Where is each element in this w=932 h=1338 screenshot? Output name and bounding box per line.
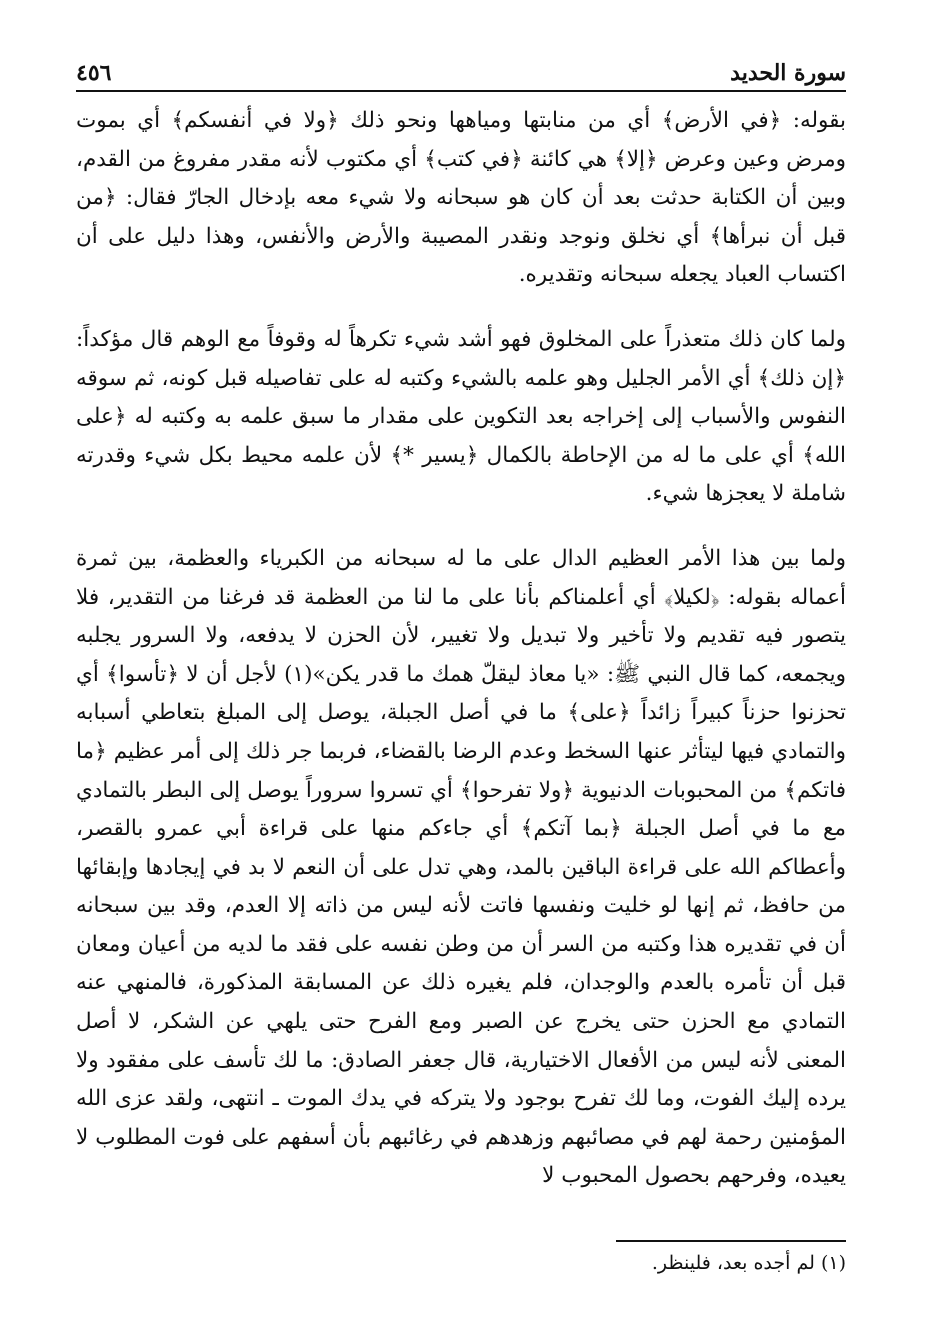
- footnote: (١) لم أجده بعد، فلينظر.: [651, 1252, 846, 1274]
- footnote-divider: [616, 1240, 846, 1242]
- surah-title: سورة الحديد: [730, 60, 846, 86]
- paragraph-3: ولما بين هذا الأمر العظيم الدال على ما له سبحانه من الكبرياء والعظمة، بين ثمرة أعماله بقوله: ﴿لكيلا﴾ أي أعلمناكم بأنا على ما لنا من العظمة قد فرغنا من التقدير، فلا يتصور فيه تقديم ولا تأخير ولا تبديل ولا تغيير، لأن الحزن لا يدفعه، ولا السرور يجلبه ويجمعه، كما قال النبي ﷺ: «يا معاذ ليقلّ همك ما قدر يكن»(١) لأجل أن لا ﴿تأسوا﴾ أي تحزنوا حزناً كبيراً زائداً ﴿على﴾ ما في أصل الجبلة، يوصل إلى المبلغ بتعاطي أسبابه والتمادي فيها ليتأثر عنها السخط وعدم الرضا بالقضاء، فربما جر ذلك إلى أمر عظيم ﴿ما فاتكم﴾ من المحبوبات الدنيوية ﴿ولا تفرحوا﴾ أي تسروا سروراً يوصل إلى البطر بالتمادي مع ما في أصل الجبلة ﴿بما آتكم﴾ أي جاءكم منها على قراءة أبي عمرو بالقصر، وأعطاكم الله على قراءة الباقين بالمد، وهي تدل على أن النعم لا بد في إيجادها وإبقائها من حافظ، ثم إنها لو خليت ونفسها فاتت لأنه ليس من ذاته إلا العدم، وقد بين سبحانه أن في تقديره هذا وكتبه من السر أن من وطن نفسه على فقد ما لديه من أعيان ومعان قبل أن تأمره بالعدم والوجدان، فلم يغيره ذلك عن المسابقة المذكورة، فالمنهي عنه التمادي مع الحزن حتى يخرج عن الصبر ومع الفرح حتى يلهي عن الشكر، لا أصل المعنى لأنه ليس من الأفعال الاختيارية، قال جعفر الصادق: ما لك تأسف على مفقود ولا يرده إليك الفوت، وما لك تفرح بوجود ولا يتركه في يدك الموت ـ انتهى، ولقد عزى الله المؤمنين رحمة لهم في مصائبهم وزهدهم في رغائبهم بأن أسفهم على فوت المطلوب لا يعيده، وفرحهم بحصول المحبوب لا: [76, 545, 846, 1189]
- paragraph-2: ولما كان ذلك متعذراً على المخلوق فهو أشد شيء تكرهاً له وقوفاً مع الوهم قال مؤكداً: ﴿إن ذلك﴾ أي الأمر الجليل وهو علمه بالشيء وكتبه له على تفاصيله قبل كونه، ثم سوقه النفوس والأسباب إلى إخراجه بعد التكوين على مقدار ما سبق علمه به وكتبه له ﴿على الله﴾ أي على ما له من الإحاطة بالكمال ﴿يسير *﴾ لأن علمه محيط بكل شيء وقدرته شاملة لا يعجزها شيء.: [76, 326, 846, 507]
- page-header: [76, 52, 846, 92]
- paragraph-1: بقوله: ﴿في الأرض﴾ أي من منابتها ومياهها ونحو ذلك ﴿ولا في أنفسكم﴾ أي بموت ومرض وعين وعرض ﴿إلا﴾ هي كائنة ﴿في كتب﴾ أي مكتوب لأنه مقدر مفروغ من القدم، وبين أن الكتابة حدثت بعد أن كان هو سبحانه ولا شيء معه بإدخال الجارّ فقال: ﴿من قبل أن نبرأها﴾ أي نخلق ونوجد ونقدر المصيبة والأرض والأنفس، وهذا دليل على أن اكتساب العباد يجعله سبحانه وتقديره.: [76, 108, 846, 288]
- page-number: ٤٥٦: [76, 60, 112, 86]
- main-text: [76, 102, 846, 1222]
